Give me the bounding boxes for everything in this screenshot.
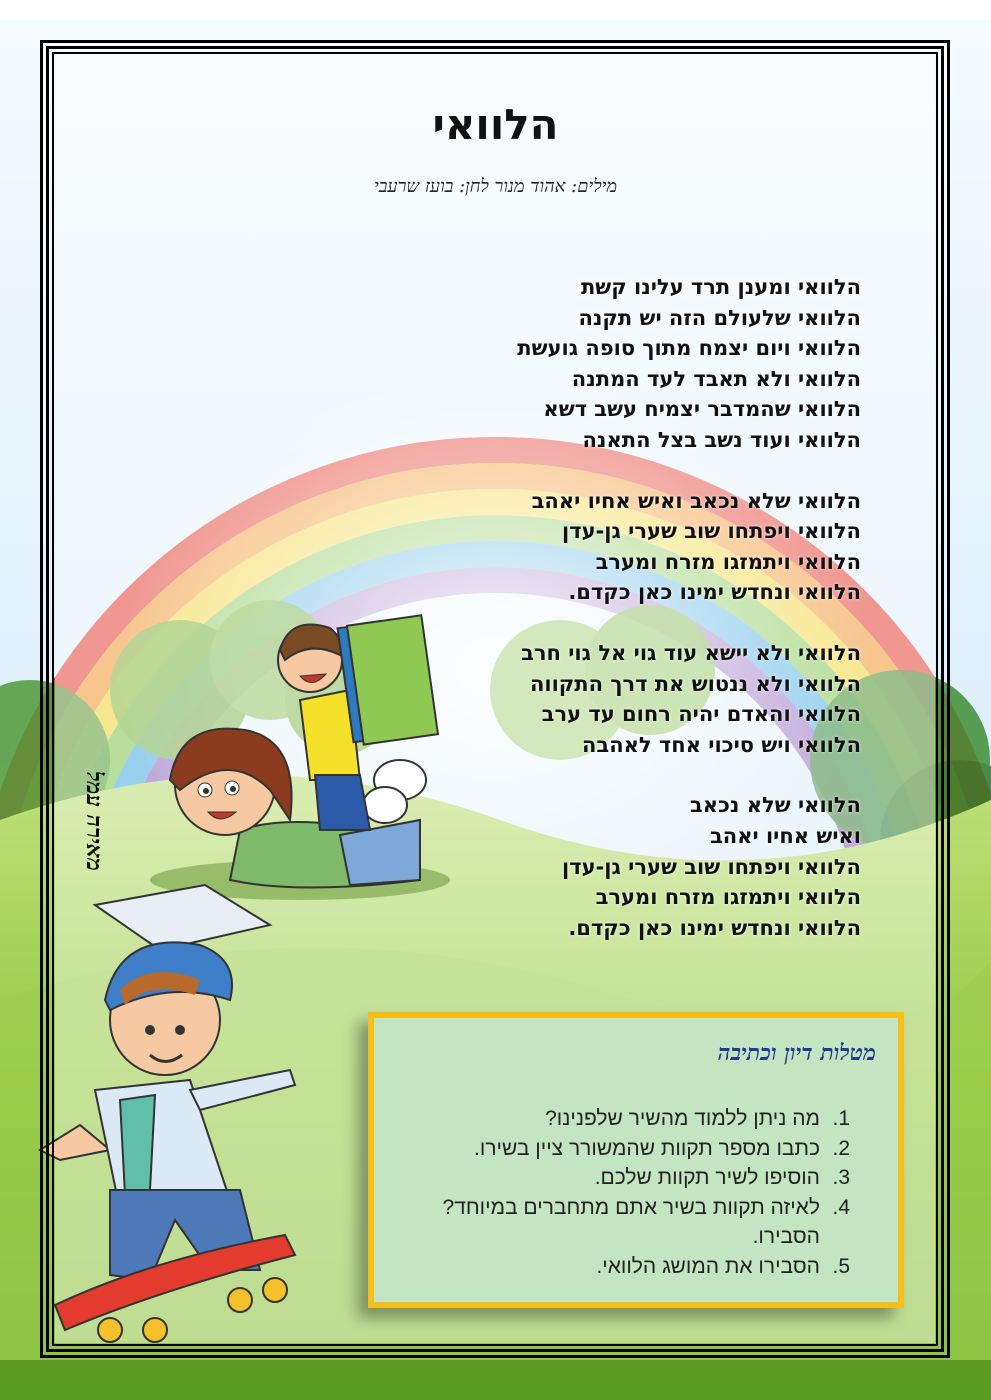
lyric-line: הלוואי ויתמזגו מזרח ומערב xyxy=(595,885,861,910)
task-number: 4. xyxy=(832,1195,850,1219)
task-number: 2. xyxy=(832,1136,850,1160)
task-item xyxy=(390,1104,850,1134)
stanza-gap xyxy=(301,456,861,486)
song-lyrics xyxy=(301,272,861,943)
lyric-line: הלוואי שהמדבר יצמיח עשב דשא xyxy=(543,397,861,422)
lyric-line: הלוואי שלא נכאב ואיש אחיו יאהב xyxy=(531,488,861,513)
lyric-line: ואיש אחיו יאהב xyxy=(709,823,861,848)
stanza-1 xyxy=(301,272,861,456)
task-item xyxy=(390,1252,850,1282)
stanza-3 xyxy=(301,638,861,760)
lyric-line: הלוואי ויום יצמח מתוך סופה גועשת xyxy=(517,336,861,361)
lyric-line: הלוואי והאדם יהיה רחום עד ערב xyxy=(541,702,861,727)
stanza-4 xyxy=(301,790,861,943)
task-text: הוסיפו לשיר תקוות שלכם. xyxy=(594,1166,820,1189)
song-credit: מילים: אהוד מנור לחן: בועז שרעבי xyxy=(373,176,618,197)
lyric-line: הלוואי ויתמזגו מזרח ומערב xyxy=(595,549,861,574)
author-note-text: מאירה עמל xyxy=(81,771,107,871)
lyric-line: הלוואי ויפתחו שוב שערי גן-עדן xyxy=(562,519,861,544)
task-item xyxy=(390,1193,850,1252)
task-text: לאיזה תקוות בשיר אתם מתחברים במיוחד? הסבירו. xyxy=(442,1195,820,1248)
lyric-line: הלוואי ונחדש ימינו כאן כקדם. xyxy=(568,915,861,940)
task-number: 3. xyxy=(832,1166,850,1189)
song-title: הלוואי xyxy=(432,100,559,149)
lyric-line: הלוואי ועוד נשב בצל התאנה xyxy=(582,427,861,452)
lyric-line: הלוואי שלעולם הזה יש תקנה xyxy=(578,305,861,330)
lyric-line: הלוואי שלא נכאב xyxy=(689,793,861,818)
lyric-line: הלוואי ויפתחו שוב שערי גן-עדן xyxy=(562,854,861,879)
author-note xyxy=(64,716,124,926)
lyric-line: הלוואי ולא יישא עוד גוי אל גוי חרב xyxy=(521,640,861,665)
tasks-list xyxy=(390,1104,850,1281)
task-item xyxy=(390,1134,850,1164)
stanza-gap xyxy=(301,760,861,790)
stanza-2 xyxy=(301,486,861,608)
lyric-line: הלוואי ויש סיכוי אחד לאהבה xyxy=(581,732,861,757)
lyric-line: הלוואי ולא ננטוש את דרך התקווה xyxy=(529,671,861,696)
tasks-box xyxy=(368,1012,904,1308)
tasks-heading: מטלות דיון וכתיבה xyxy=(717,1040,876,1066)
task-text: כתבו מספר תקוות שהמשורר ציין בשירו. xyxy=(474,1136,820,1160)
stanza-gap xyxy=(301,608,861,638)
task-item xyxy=(390,1163,850,1193)
lyric-line: הלוואי ולא תאבד לעד המתנה xyxy=(571,366,861,391)
lyric-line: הלוואי ונחדש ימינו כאן כקדם. xyxy=(568,580,861,605)
task-number: 5. xyxy=(832,1254,850,1278)
task-number: 1. xyxy=(832,1107,850,1130)
task-text: הסבירו את המושג הלוואי. xyxy=(596,1254,820,1278)
task-text: מה ניתן ללמוד מהשיר שלפנינו? xyxy=(545,1107,820,1130)
lyric-line: הלוואי ומענן תרד עלינו קשת xyxy=(580,275,861,299)
